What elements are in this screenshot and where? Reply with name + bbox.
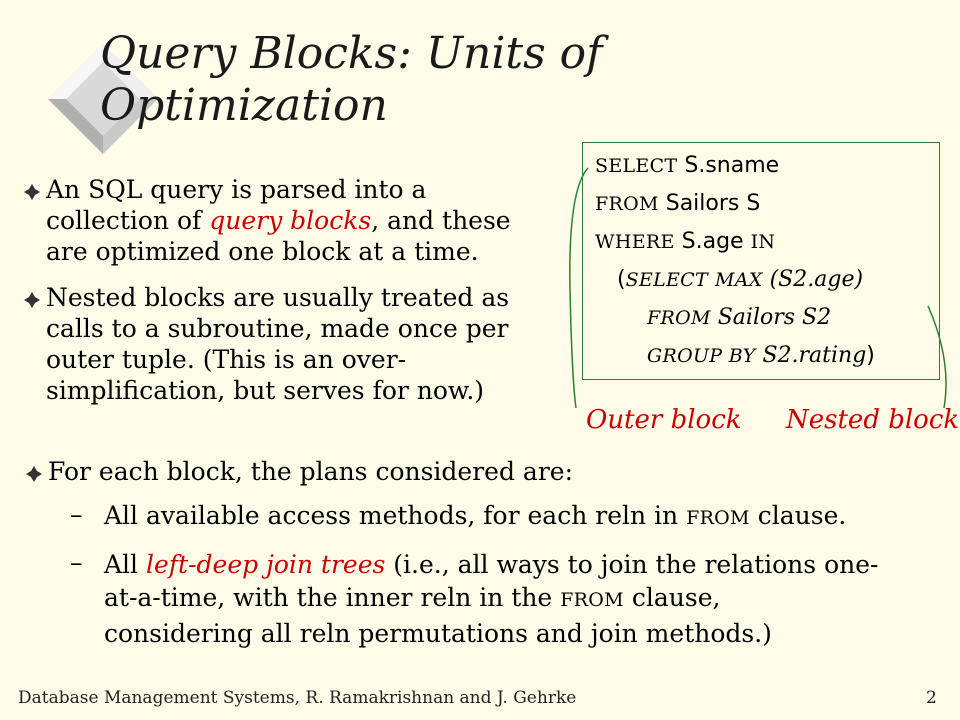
title-line-2: Optimization [100,80,388,131]
sub-bullet-dash: – [70,548,83,577]
left-deep-emphasis: left-deep join trees [146,550,386,579]
close-paren: ) [866,343,875,368]
bullet-1-line-3: are optimized one block at a time. [46,237,479,266]
select-columns: S.sname [684,153,780,178]
bullet-diamond-icon [22,290,42,310]
where-keyword: WHERE [595,231,675,253]
nested-from-table: Sailors S2 [717,305,832,330]
sub-bullet-2-line-3: considering all reln permutations and join methods.) [104,619,772,648]
block-connector-lines [560,150,960,420]
outer-block-label: Outer block [586,405,742,435]
bullet-1-text-post: , and these [371,206,511,235]
sub-bullet-2-line-2 [104,581,944,617]
from-keyword-inline: FROM [686,507,750,529]
group-by-keyword: GROUP BY [647,345,756,367]
max-argument: (S2.age) [769,267,864,292]
group-by-column: S2.rating [762,343,867,368]
sub-bullet-1 [104,500,944,534]
sub-bullet-dash: – [70,500,83,529]
bullet-2 [46,282,576,406]
from-keyword-inline-2: FROM [560,589,624,611]
title-line-1: Query Blocks: Units of [100,28,603,79]
bullet-1 [46,174,566,267]
where-column: S.age [681,229,744,254]
max-keyword: MAX [714,269,763,291]
sub-bullet-2-line-2-text: at-a-time, with the inner reln in the [104,583,561,612]
bullet-2-line-4: simplification, but serves for now.) [46,376,485,405]
in-keyword: IN [750,231,776,253]
sub-bullet-2-line-2-post: clause, [623,583,721,612]
sub-bullet-2-text: All [104,550,146,579]
select-keyword: SELECT [595,155,678,177]
bullet-1-line-2 [46,205,566,236]
from-keyword: FROM [595,193,659,215]
slide-title [100,28,620,132]
sub-bullet-2-post: (i.e., all ways to join the relations one- [385,550,879,579]
sub-bullet-1-post: clause. [749,501,847,530]
bullet-2-line-1: Nested blocks are usually treated as [46,283,510,312]
bullet-diamond-icon [22,182,42,202]
bullet-2-line-3: outer tuple. (This is an over- [46,345,407,374]
bullet-2-line-2: calls to a subroutine, made once per [46,314,509,343]
from-table: Sailors S [665,191,761,216]
page-number: 2 [926,688,937,708]
query-blocks-emphasis: query blocks [209,206,372,235]
bullet-1-text: collection of [46,206,210,235]
bullet-diamond-icon [24,464,44,484]
open-paren: ( [617,267,626,292]
nested-select-keyword: SELECT [625,269,708,291]
nested-block-label: Nested block [786,405,960,435]
sub-bullet-2 [104,548,944,650]
sub-bullet-2-line-1 [104,548,944,581]
bullet-3: For each block, the plans considered are: [48,457,573,486]
bullet-1-line-1: An SQL query is parsed into a [46,175,427,204]
sub-bullet-1-text: All available access methods, for each reln in [104,501,687,530]
nested-from-keyword: FROM [647,307,711,329]
footer-credit: Database Management Systems, R. Ramakrishnan and J. Gehrke [18,688,577,708]
